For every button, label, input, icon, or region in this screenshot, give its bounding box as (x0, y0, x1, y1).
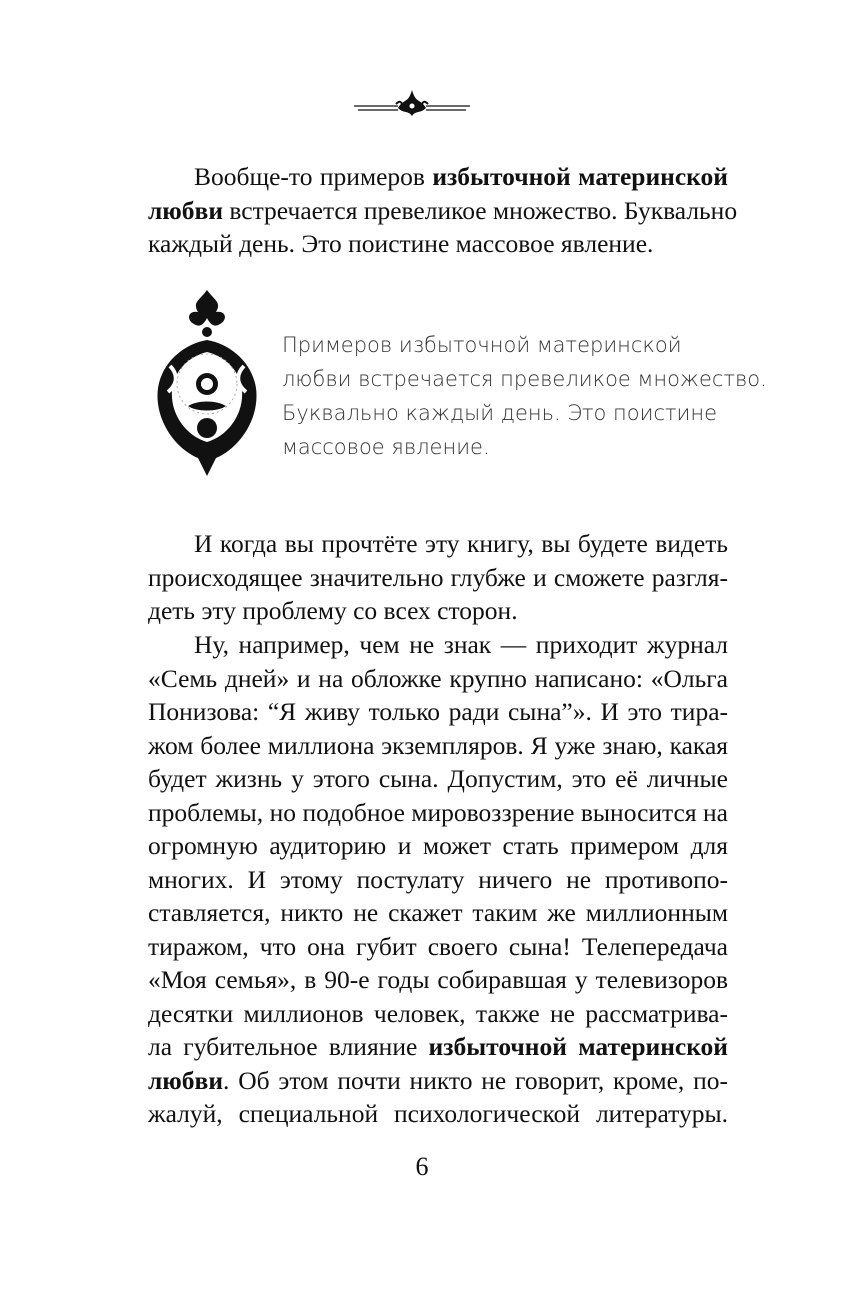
intro-paragraph (148, 160, 738, 261)
intro-line-3: каждый день. Это поистине массовое явление. (148, 229, 654, 258)
body-line: Понизова: “Я живу только ради сына”». И это тира- (148, 697, 728, 726)
pull-quote-line: Буквально каждый день. Это поистине (282, 401, 718, 425)
intro-line-1: Вообще-то примеров избыточной материнской (194, 162, 728, 191)
body-line: тиражом, что она губит своего сына! Телепередача (148, 931, 728, 961)
body-paragraph-1 (148, 527, 728, 628)
ornamental-medallion-icon (148, 288, 266, 478)
body-line: будет жизнь у этого сына. Допустим, это её личные (148, 764, 728, 793)
pull-quote-line: Примеров избыточной материнской (282, 333, 682, 357)
body-line: проблемы, но подобное мировоззрение выносится на (148, 797, 728, 827)
body-line: ла губительное влияние избыточной материнской (148, 1032, 729, 1061)
body-line: десятки миллионов человек, также не рассматрива- (148, 998, 728, 1028)
body-line: любви. Об этом почти никто не говорит, кроме, по- (148, 1065, 728, 1095)
decorative-divider-icon (352, 84, 472, 120)
body-line: ставляется, никто не скажет таким же миллионным (148, 898, 728, 927)
body-line: огромную аудиторию и может стать примером для (148, 831, 728, 860)
body-line: «Моя семья», в 90-е годы собиравшая у телевизоров (148, 965, 728, 994)
body-line: происходящее значительно глубже и сможете разгля- (148, 562, 728, 592)
body-line: многих. И этому постулату ничего не противопо- (148, 864, 728, 894)
intro-line-2: любви встречается превеликое множество. Буквально (148, 195, 738, 225)
body-paragraph-2 (148, 628, 728, 1131)
pull-quote-line: любви встречается превеликое множество. (282, 367, 767, 391)
body-line: жом более миллиона экземпляров. Я уже знаю, какая (148, 730, 728, 760)
pull-quote-line: массовое явление. (282, 435, 490, 459)
body-line: Ну, например, чем не знак — приходит журнал (194, 630, 728, 659)
pull-quote (148, 288, 767, 488)
page-number: 6 (415, 1152, 429, 1181)
pull-quote-text (282, 328, 767, 464)
body-line: И когда вы прочтёте эту книгу, вы будете видеть (194, 529, 728, 558)
body-line: «Семь дней» и на обложке крупно написано: «Ольга (148, 663, 728, 693)
body-line: жалуй, специальной психологической литературы. (148, 1099, 728, 1128)
body-line: деть эту проблему со всех сторон. (148, 596, 518, 625)
